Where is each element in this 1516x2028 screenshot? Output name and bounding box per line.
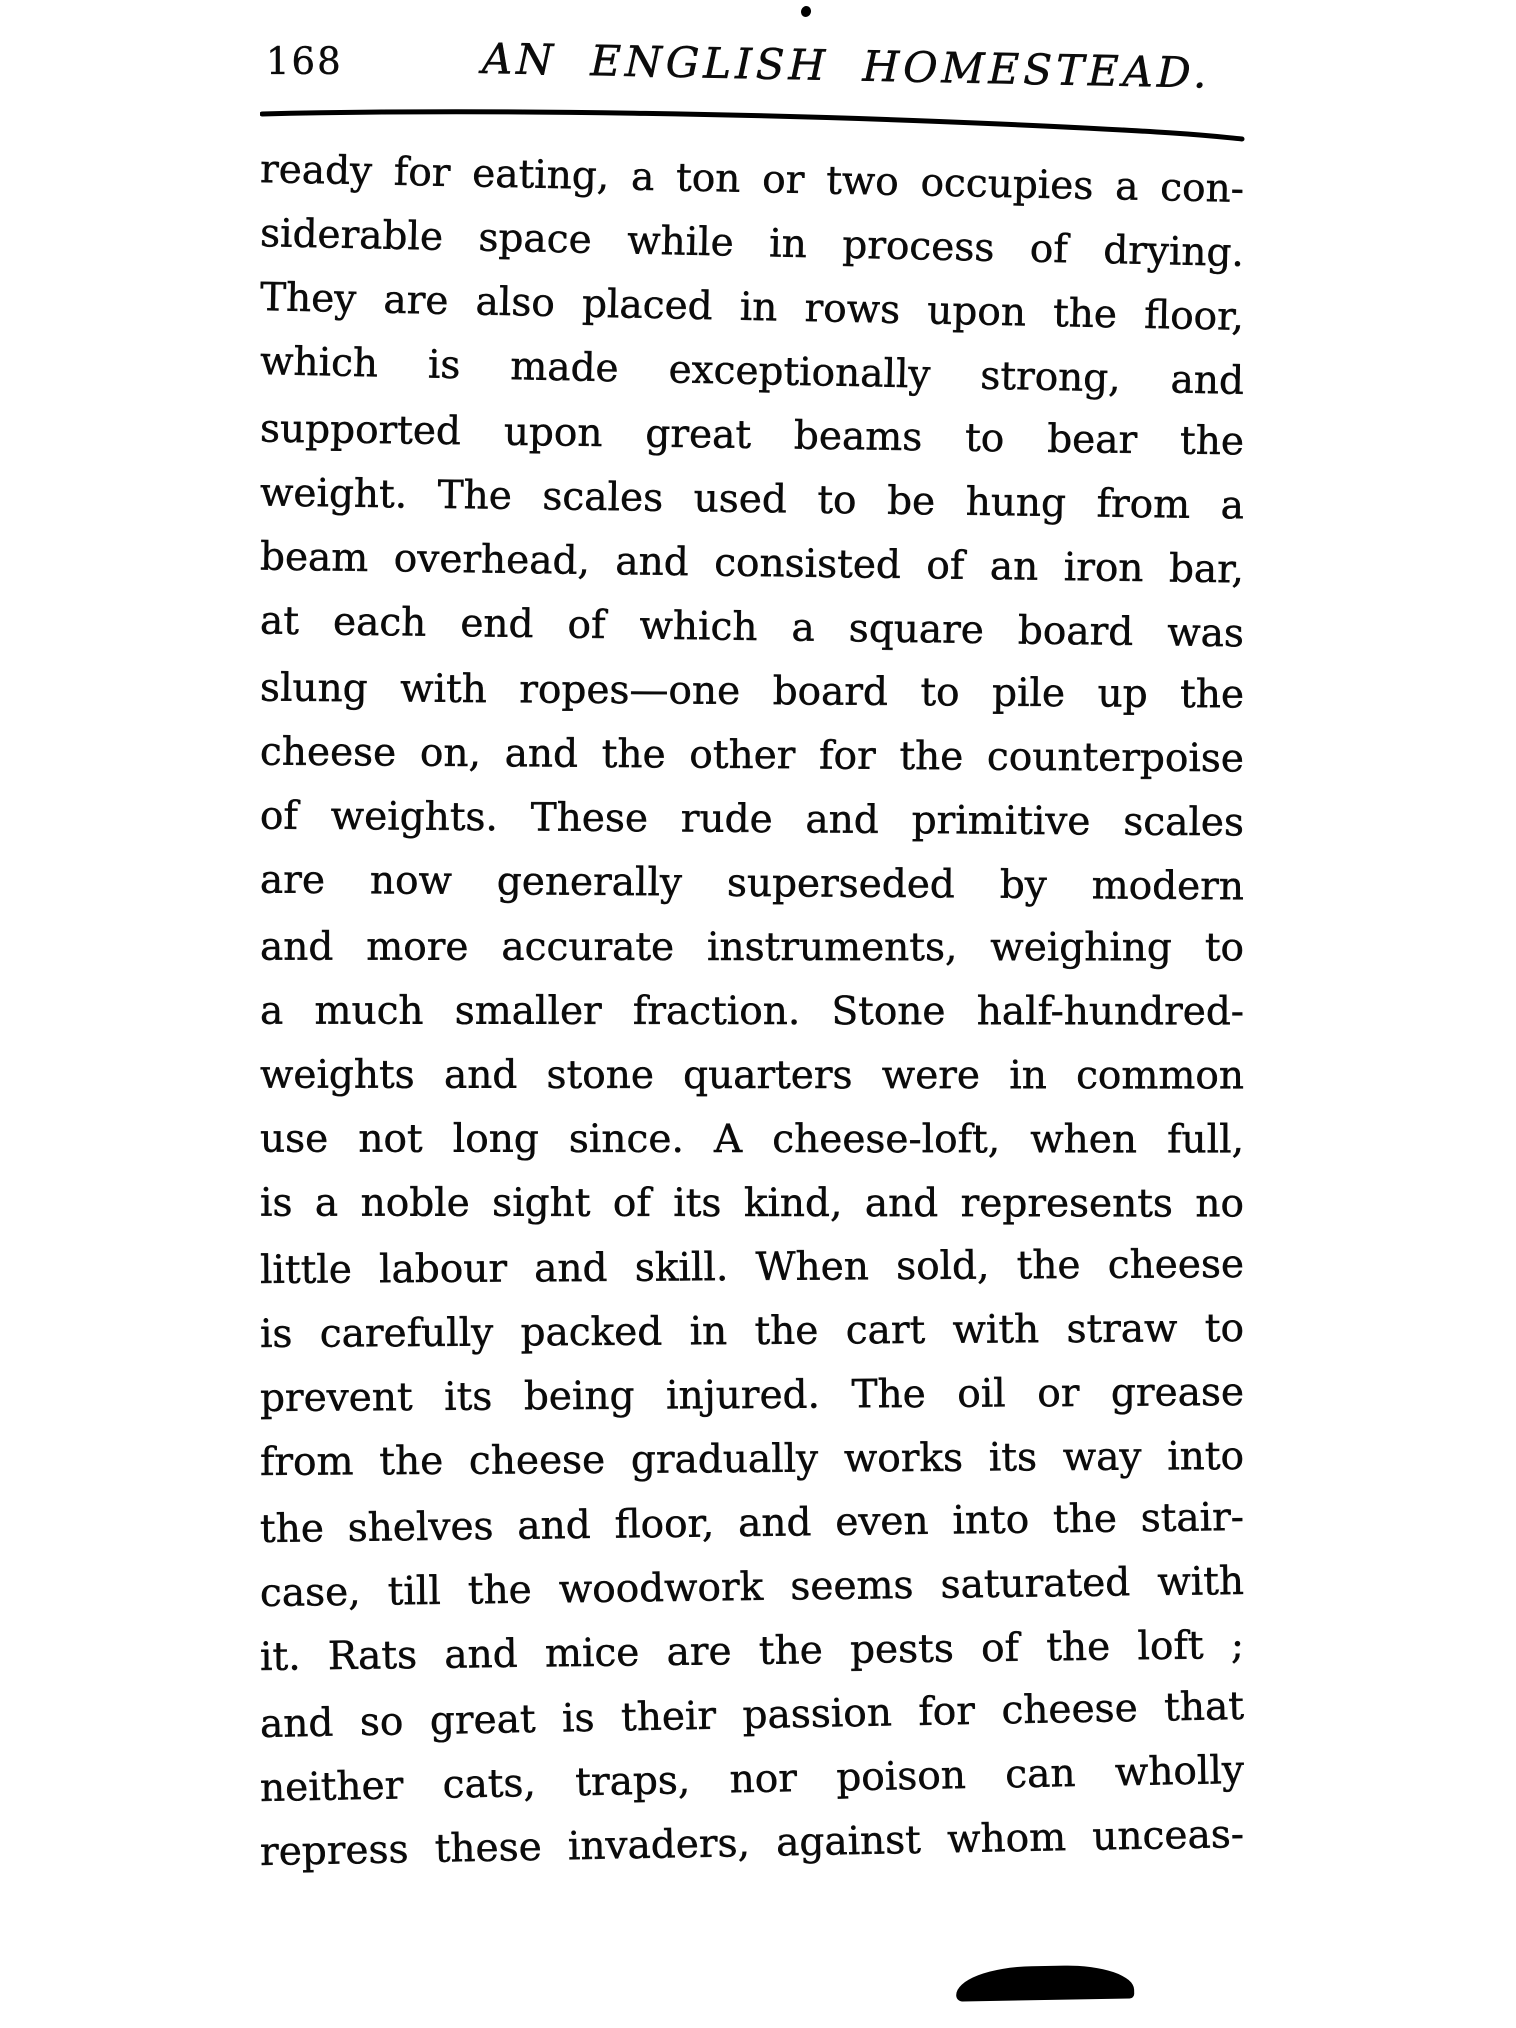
text-line: case, till the woodwork seems saturated with bbox=[259, 1558, 1245, 1617]
text-line: it. Rats and mice are the pests of the loft ; bbox=[259, 1622, 1245, 1681]
ink-speck bbox=[800, 5, 813, 19]
page-body bbox=[260, 148, 1244, 1876]
text-line: beam overhead, and consisted of an iron bar, bbox=[259, 534, 1245, 593]
text-line: They are also placed in rows upon the floor, bbox=[259, 275, 1245, 340]
text-line: and so great is their passion for cheese that bbox=[259, 1683, 1245, 1748]
text-line: ready for eating, a ton or two occupies a con- bbox=[259, 147, 1245, 212]
text-line: at each end of which a square board was bbox=[259, 598, 1245, 657]
text-line: slung with ropes—one board to pile up the bbox=[259, 665, 1245, 718]
text-line: which is made exceptionally strong, and bbox=[259, 339, 1245, 404]
text-line: cheese on, and the other for the counterpoise bbox=[259, 729, 1245, 782]
text-line: little labour and skill. When sold, the cheese bbox=[259, 1241, 1245, 1294]
text-line: use not long since. A cheese-loft, when full, bbox=[259, 1116, 1245, 1163]
text-line: from the cheese gradually works its way into bbox=[259, 1433, 1245, 1486]
text-line: neither cats, traps, nor poison can wholly bbox=[259, 1747, 1245, 1812]
page-number: 168 bbox=[266, 40, 343, 83]
text-line: is a noble sight of its kind, and represents no bbox=[259, 1180, 1245, 1227]
text-line: the shelves and floor, and even into the stair- bbox=[259, 1494, 1245, 1553]
running-title: AN ENGLISH HOMESTEAD. bbox=[481, 34, 1212, 98]
text-line: supported upon great beams to bear the bbox=[259, 406, 1245, 465]
text-line: of weights. These rude and primitive scales bbox=[259, 793, 1245, 846]
text-line: weights and stone quarters were in common bbox=[259, 1052, 1245, 1099]
text-line: a much smaller fraction. Stone half-hundred- bbox=[259, 988, 1245, 1035]
text-line: is carefully packed in the cart with straw to bbox=[259, 1305, 1245, 1358]
text-line: siderable space while in process of drying. bbox=[259, 211, 1245, 276]
text-line: are now generally superseded by modern bbox=[259, 857, 1245, 910]
text-line: repress these invaders, against whom unceas- bbox=[259, 1811, 1245, 1876]
ink-blob bbox=[956, 1964, 1135, 2001]
text-line: weight. The scales used to be hung from a bbox=[259, 470, 1245, 529]
text-line: prevent its being injured. The oil or grease bbox=[259, 1369, 1245, 1422]
text-line: and more accurate instruments, weighing to bbox=[259, 924, 1245, 971]
